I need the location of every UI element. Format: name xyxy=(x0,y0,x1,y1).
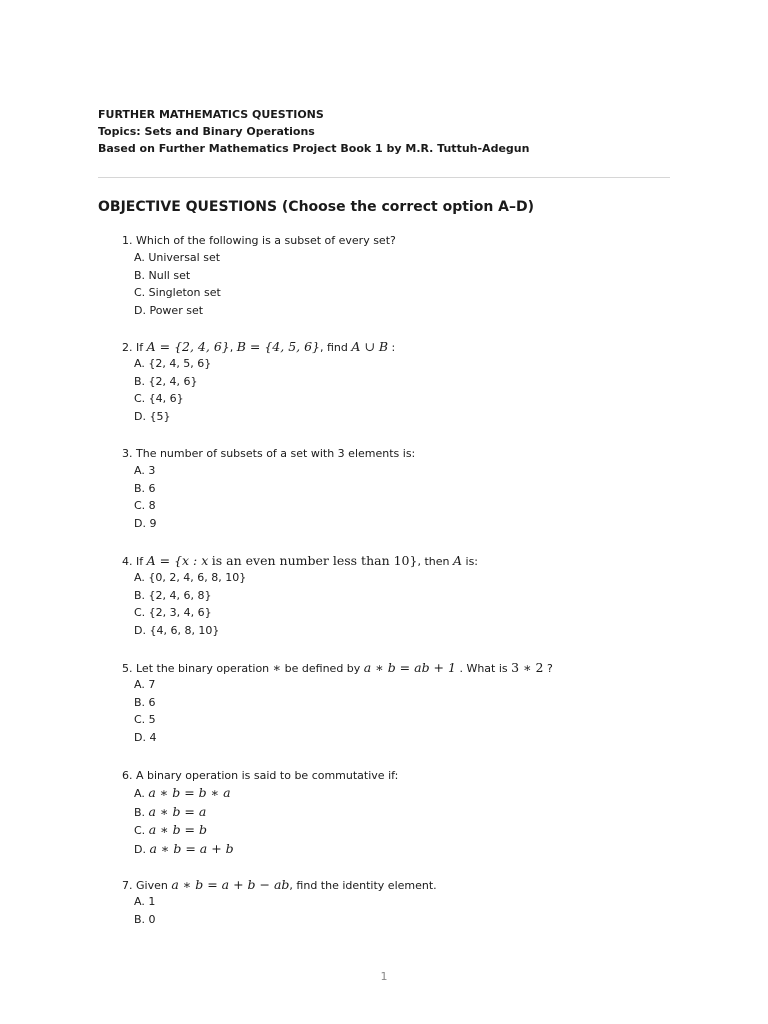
option-letter: A. xyxy=(134,787,145,800)
question-number: 5. xyxy=(122,662,133,675)
question-text: A binary operation is said to be commutative if: xyxy=(136,769,399,782)
option-a: A. {0, 2, 4, 6, 8, 10} xyxy=(134,571,247,584)
option-letter: B. xyxy=(134,805,146,819)
option-b: B. 0 xyxy=(134,912,156,926)
option-c: C. 5 xyxy=(134,713,156,727)
math-expression: B = {4, 5, 6} xyxy=(236,339,320,354)
question-number: 7. xyxy=(122,879,133,892)
option-a: A. 3 xyxy=(134,464,156,477)
document-header xyxy=(98,106,529,157)
math-expression: a ∗ b = b xyxy=(148,822,208,838)
option-b: B. {2, 4, 6} xyxy=(134,374,198,388)
math-expression: is an even number less than 10} xyxy=(211,553,418,568)
math-expression: A = {x : x xyxy=(146,553,209,568)
stem-text: If xyxy=(136,341,144,354)
stem-text: Let the binary operation xyxy=(136,662,270,675)
option-d: D. Power set xyxy=(134,303,204,317)
question-7 xyxy=(122,876,682,928)
math-expression: a ∗ b = a xyxy=(148,803,207,819)
math-expression: a ∗ b = a + b − ab xyxy=(171,877,290,892)
option-a: A. 1 xyxy=(134,895,156,908)
question-stem xyxy=(122,876,682,893)
question-1 xyxy=(122,232,682,319)
math-expression: 3 ∗ 2 xyxy=(511,660,544,675)
question-stem xyxy=(122,338,682,355)
option-d xyxy=(122,840,682,859)
stem-text: , find xyxy=(320,341,348,354)
document-topics: Topics: Sets and Binary Operations xyxy=(98,125,315,138)
question-6 xyxy=(122,767,682,858)
option-b: B. 6 xyxy=(134,481,156,495)
stem-text: If xyxy=(136,555,144,568)
option-c: C. 8 xyxy=(134,499,156,513)
question-number: 3. xyxy=(122,447,133,460)
stem-text: Given xyxy=(136,879,168,892)
question-number: 4. xyxy=(122,555,133,568)
option-b: B. 6 xyxy=(134,695,156,709)
option-letter: C. xyxy=(134,824,146,838)
horizontal-divider xyxy=(98,177,670,178)
option-b xyxy=(122,803,682,822)
option-letter: D. xyxy=(134,842,146,856)
option-a: A. Universal set xyxy=(134,251,221,264)
option-b: B. {2, 4, 6, 8} xyxy=(134,588,212,602)
stem-text: be defined by xyxy=(284,662,361,675)
math-expression: ∗ xyxy=(272,660,282,675)
document-source: Based on Further Mathematics Project Book 1 by M.R. Tuttuh-Adegun xyxy=(98,142,530,155)
question-stem xyxy=(122,232,682,249)
option-c: C. Singleton set xyxy=(134,286,221,300)
question-text: The number of subsets of a set with 3 elements is: xyxy=(136,447,416,460)
option-c: C. {4, 6} xyxy=(134,392,184,406)
option-b: B. Null set xyxy=(134,268,191,282)
document-title: FURTHER MATHEMATICS QUESTIONS xyxy=(98,108,324,121)
stem-text: ? xyxy=(547,662,553,675)
stem-text: , then xyxy=(417,555,450,568)
stem-text: . What is xyxy=(459,662,508,675)
question-4 xyxy=(122,552,682,639)
question-3 xyxy=(122,445,682,532)
option-d: D. {4, 6, 8, 10} xyxy=(134,623,220,637)
math-expression: a ∗ b = a + b xyxy=(149,840,234,856)
option-a: A. 7 xyxy=(134,678,156,691)
option-d: D. {5} xyxy=(134,409,171,423)
question-stem xyxy=(122,767,682,784)
question-5 xyxy=(122,659,682,746)
option-c xyxy=(122,821,682,840)
question-stem xyxy=(122,552,682,569)
question-stem xyxy=(122,445,682,462)
question-stem xyxy=(122,659,682,676)
math-expression: A = {2, 4, 6} xyxy=(146,339,230,354)
question-number: 2. xyxy=(122,341,133,354)
math-expression: a ∗ b = ab + 1 xyxy=(363,660,456,675)
math-expression: a ∗ b = b ∗ a xyxy=(148,785,231,800)
option-a xyxy=(122,784,682,803)
question-2 xyxy=(122,338,682,425)
question-number: 6. xyxy=(122,769,133,782)
option-a: A. {2, 4, 5, 6} xyxy=(134,357,212,370)
stem-text: is: xyxy=(465,555,479,568)
page-number: 1 xyxy=(380,970,388,983)
stem-text: , xyxy=(229,341,234,354)
option-d: D. 4 xyxy=(134,730,157,744)
section-title: OBJECTIVE QUESTIONS (Choose the correct option A–D) xyxy=(98,199,535,215)
question-number: 1. xyxy=(122,234,133,247)
math-expression: A ∪ B xyxy=(351,339,389,354)
stem-text: , find the identity element. xyxy=(289,879,437,892)
option-c: C. {2, 3, 4, 6} xyxy=(134,606,212,620)
option-d: D. 9 xyxy=(134,516,157,530)
question-text: Which of the following is a subset of every set? xyxy=(136,234,396,247)
math-expression: A xyxy=(452,553,463,568)
stem-text: : xyxy=(391,341,396,354)
